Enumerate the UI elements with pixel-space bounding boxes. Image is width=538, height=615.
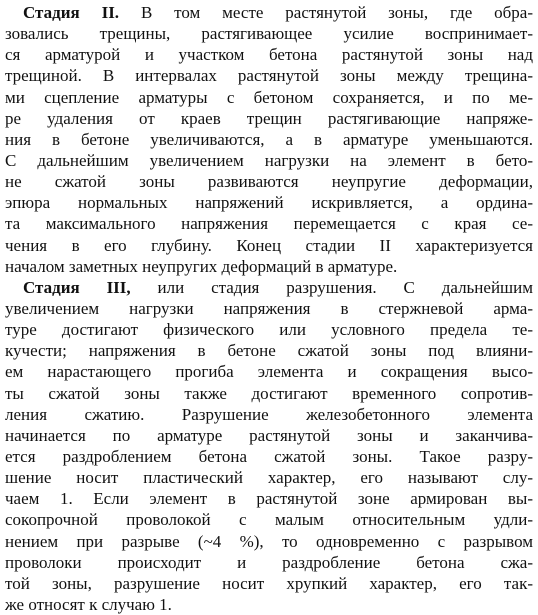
text-line: начинается по арматуре растянутой зоны и заканчива- [5, 425, 533, 445]
text-line: шение носит пластический характер, его называют слу- [5, 468, 533, 488]
text-line: чения в его глубину. Конец стадии II характеризуется [5, 235, 533, 255]
paragraph-heading: Стадия II. [23, 3, 120, 22]
text-line: той зоны, разрушение носит хрупкий характер, его так- [5, 573, 533, 593]
text-line: ся арматурой и участком бетона растянутой зоны над [5, 45, 533, 65]
text-line: эпюра нормальных напряжений искривляется, а ордина- [5, 193, 533, 213]
text-line: ми сцепление арматуры с бетоном сохраняется, и по ме- [5, 87, 533, 107]
text-line: увеличением нагрузки напряжения в стержневой арма- [5, 298, 533, 318]
document-page [5, 2, 533, 615]
text-line: та максимального напряжения перемещается с края се- [5, 214, 533, 234]
text-line: кучести; напряжения в бетоне сжатой зоны под влияни- [5, 341, 533, 361]
text-line: началом заметных неупругих деформаций в арматуре. [5, 256, 398, 276]
text-line: ления сжатию. Разрушение железобетонного элемента [5, 404, 533, 424]
text-line: трещиной. В интервалах растянутой зоны между трещина- [5, 66, 533, 86]
text-line: чаем 1. Если элемент в растянутой зоне армирован вы- [5, 489, 533, 509]
text-line: Стадия III, или стадия разрушения. С дальнейшим [23, 277, 533, 297]
text-line: ты сжатой зоны также достигают временного сопротив- [5, 383, 533, 403]
text-line: ния в бетоне увеличиваются, а в арматуре уменьшаются. [5, 129, 533, 149]
text-line: туре достигают физического или условного предела те- [5, 320, 533, 340]
text-line: Стадия II. В том месте растянутой зоны, где обра- [23, 3, 533, 22]
paragraph-stage-2 [5, 2, 533, 277]
text-line: ре удаления от краев трещин растягивающие напряже- [5, 108, 533, 128]
text-line: ем нарастающего прогиба элемента и сокращения высо- [5, 362, 533, 382]
text-line: сокопрочной проволокой с малым относительным удли- [5, 510, 533, 530]
text-line: ется раздроблением бетона сжатой зоны. Такое разру- [5, 446, 533, 466]
text-line: проволоки происходит и раздробление бетона сжа- [5, 552, 533, 572]
text-line: же относят к случаю 1. [5, 594, 172, 614]
text-line: С дальнейшим увеличением нагрузки на элемент в бето- [5, 150, 533, 170]
text-line: нением при разрыве (~4 %), то одновременно с разрывом [5, 531, 533, 551]
paragraph-heading: Стадия III, [23, 277, 131, 297]
text-line: зовались трещины, растягивающее усилие воспринимает- [5, 24, 533, 44]
text-line: не сжатой зоны развиваются неупругие деформации, [5, 172, 533, 192]
paragraph-stage-3 [5, 277, 533, 615]
